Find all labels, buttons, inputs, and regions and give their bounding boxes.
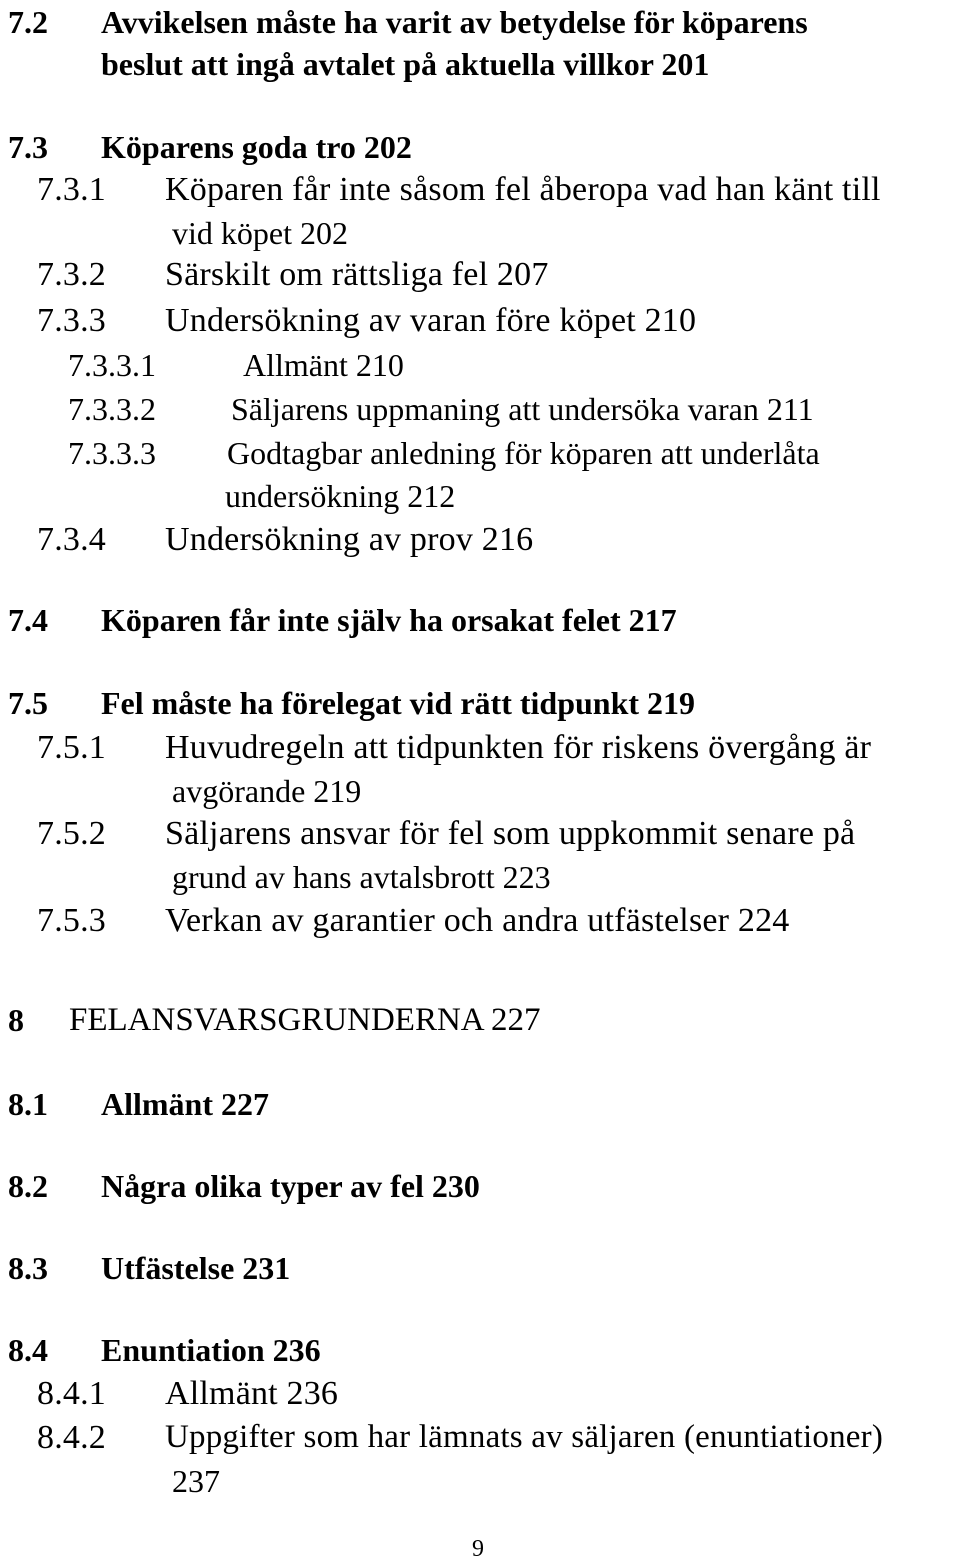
toc-number: 8.3 [8,1250,48,1286]
toc-title: Köparen får inte själv ha orsakat felet 217 [101,602,677,638]
toc-title: Köparens goda tro 202 [101,129,412,165]
toc-title: Godtagbar anledning för köparen att underlåta [227,435,820,471]
page-number: 9 [472,1536,484,1562]
toc-title: Säljarens uppmaning att undersöka varan 211 [231,391,814,427]
toc-number: 7.3.2 [37,256,106,293]
toc-number: 7.5.2 [37,815,106,852]
toc-number: 7.3.3.2 [68,391,156,427]
toc-title: Verkan av garantier och andra utfästelser 224 [165,902,790,939]
toc-number: 8.4 [8,1332,48,1368]
toc-title: FELANSVARSGRUNDERNA 227 [69,1002,541,1038]
toc-title: Köparen får inte såsom fel åberopa vad han känt till [165,171,881,208]
toc-number: 7.3.3 [37,302,106,339]
toc-title: Säljarens ansvar för fel som uppkommit senare på [165,815,856,852]
toc-number: 7.5.3 [37,902,106,939]
toc-title: Fel måste ha förelegat vid rätt tidpunkt 219 [101,685,696,721]
toc-entry-7-3-1-continued: vid köpet 202 [172,215,348,251]
toc-title: Undersökning av varan före köpet 210 [165,302,697,339]
toc-number: 8 [8,1002,24,1038]
toc-number: 8.1 [8,1086,48,1122]
toc-number: 8.2 [8,1168,48,1204]
toc-title: Allmänt 236 [165,1375,339,1412]
toc-number: 8.4.2 [37,1419,106,1456]
toc-number: 7.5.1 [37,729,106,766]
toc-entry-7-2-continued: beslut att ingå avtalet på aktuella villkor 201 [101,46,710,82]
toc-title: Undersökning av prov 216 [165,521,534,558]
toc-title: Avvikelsen måste ha varit av betydelse för köparens [101,4,808,40]
toc-title: Utfästelse 231 [101,1250,291,1286]
toc-title: Enuntiation 236 [101,1332,321,1368]
toc-title: Allmänt 227 [101,1086,269,1122]
toc-number: 7.2 [8,4,48,40]
toc-number: 7.3.4 [37,521,106,558]
toc-title: Några olika typer av fel 230 [101,1168,480,1204]
toc-number: 7.4 [8,602,48,638]
toc-entry-7-3-3-3-continued: undersökning 212 [225,478,456,514]
toc-entry-7-5-1-continued: avgörande 219 [172,773,362,809]
toc-number: 8.4.1 [37,1375,106,1412]
toc-number: 7.3 [8,129,48,165]
toc-number: 7.3.3.1 [68,347,156,383]
toc-title: Uppgifter som har lämnats av säljaren (enuntiationer) [165,1419,884,1455]
toc-title: Särskilt om rättsliga fel 207 [165,256,549,293]
toc-number: 7.5 [8,685,48,721]
toc-entry-8-4-2-continued: 237 [172,1463,220,1499]
toc-entry-7-5-2-continued: grund av hans avtalsbrott 223 [172,859,551,895]
toc-number: 7.3.1 [37,171,106,208]
toc-number: 7.3.3.3 [68,435,156,471]
toc-title: Huvudregeln att tidpunkten för riskens övergång är [165,729,872,766]
toc-title: Allmänt 210 [243,347,404,383]
